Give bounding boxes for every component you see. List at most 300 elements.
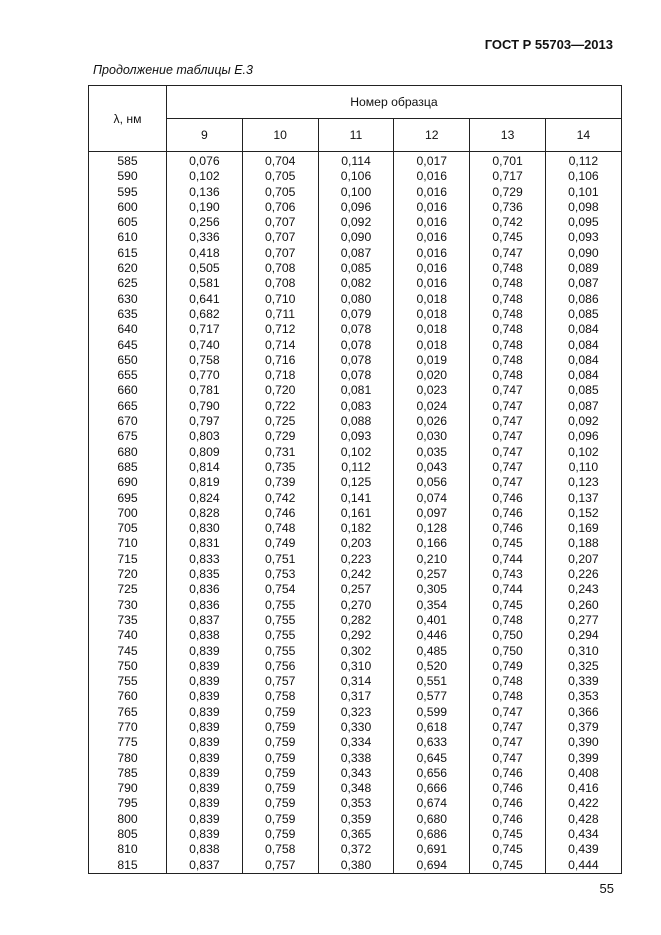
value-cell: 0,747 xyxy=(470,751,546,766)
value-cell: 0,830 xyxy=(167,521,243,536)
value-cell: 0,745 xyxy=(470,230,546,245)
value-cell: 0,839 xyxy=(167,796,243,811)
wavelength-cell: 610 xyxy=(89,230,167,245)
value-cell: 0,714 xyxy=(242,338,318,353)
value-cell: 0,016 xyxy=(394,215,470,230)
table-row xyxy=(89,567,622,582)
value-cell: 0,831 xyxy=(167,536,243,551)
value-cell: 0,748 xyxy=(470,292,546,307)
value-cell: 0,833 xyxy=(167,552,243,567)
value-cell: 0,017 xyxy=(394,152,470,170)
value-cell: 0,018 xyxy=(394,338,470,353)
value-cell: 0,748 xyxy=(470,261,546,276)
value-cell: 0,277 xyxy=(545,613,621,628)
value-cell: 0,365 xyxy=(318,827,394,842)
value-cell: 0,292 xyxy=(318,628,394,643)
value-cell: 0,745 xyxy=(470,827,546,842)
value-cell: 0,746 xyxy=(470,766,546,781)
value-cell: 0,026 xyxy=(394,414,470,429)
value-cell: 0,748 xyxy=(470,276,546,291)
value-cell: 0,747 xyxy=(470,460,546,475)
value-cell: 0,096 xyxy=(545,429,621,444)
document-code: ГОСТ Р 55703—2013 xyxy=(484,37,613,52)
table-row xyxy=(89,521,622,536)
wavelength-cell: 765 xyxy=(89,705,167,720)
value-cell: 0,087 xyxy=(545,399,621,414)
wavelength-cell: 790 xyxy=(89,781,167,796)
value-cell: 0,747 xyxy=(470,383,546,398)
wavelength-cell: 670 xyxy=(89,414,167,429)
value-cell: 0,839 xyxy=(167,812,243,827)
table-row xyxy=(89,246,622,261)
value-cell: 0,744 xyxy=(470,582,546,597)
value-cell: 0,666 xyxy=(394,781,470,796)
value-cell: 0,083 xyxy=(318,399,394,414)
value-cell: 0,747 xyxy=(470,735,546,750)
value-cell: 0,759 xyxy=(242,720,318,735)
table-row xyxy=(89,766,622,781)
table-row xyxy=(89,781,622,796)
value-cell: 0,338 xyxy=(318,751,394,766)
value-cell: 0,093 xyxy=(545,230,621,245)
value-cell: 0,819 xyxy=(167,475,243,490)
value-cell: 0,372 xyxy=(318,842,394,857)
wavelength-cell: 755 xyxy=(89,674,167,689)
value-cell: 0,577 xyxy=(394,689,470,704)
value-cell: 0,079 xyxy=(318,307,394,322)
table-row xyxy=(89,536,622,551)
value-cell: 0,755 xyxy=(242,644,318,659)
value-cell: 0,243 xyxy=(545,582,621,597)
table-row xyxy=(89,460,622,475)
wavelength-cell: 635 xyxy=(89,307,167,322)
wavelength-cell: 750 xyxy=(89,659,167,674)
value-cell: 0,188 xyxy=(545,536,621,551)
value-cell: 0,747 xyxy=(470,246,546,261)
value-cell: 0,633 xyxy=(394,735,470,750)
value-cell: 0,090 xyxy=(318,230,394,245)
value-cell: 0,074 xyxy=(394,491,470,506)
value-cell: 0,035 xyxy=(394,445,470,460)
value-cell: 0,599 xyxy=(394,705,470,720)
wavelength-cell: 775 xyxy=(89,735,167,750)
value-cell: 0,758 xyxy=(242,842,318,857)
value-cell: 0,023 xyxy=(394,383,470,398)
value-cell: 0,836 xyxy=(167,582,243,597)
value-cell: 0,086 xyxy=(545,292,621,307)
wavelength-cell: 770 xyxy=(89,720,167,735)
value-cell: 0,790 xyxy=(167,399,243,414)
value-cell: 0,749 xyxy=(470,659,546,674)
value-cell: 0,748 xyxy=(470,322,546,337)
value-cell: 0,745 xyxy=(470,598,546,613)
wavelength-cell: 735 xyxy=(89,613,167,628)
value-cell: 0,016 xyxy=(394,200,470,215)
value-cell: 0,348 xyxy=(318,781,394,796)
value-cell: 0,084 xyxy=(545,368,621,383)
table-row xyxy=(89,598,622,613)
value-cell: 0,736 xyxy=(470,200,546,215)
value-cell: 0,746 xyxy=(470,506,546,521)
value-cell: 0,282 xyxy=(318,613,394,628)
value-cell: 0,551 xyxy=(394,674,470,689)
wavelength-cell: 730 xyxy=(89,598,167,613)
value-cell: 0,809 xyxy=(167,445,243,460)
table-row xyxy=(89,292,622,307)
value-cell: 0,747 xyxy=(470,445,546,460)
value-cell: 0,223 xyxy=(318,552,394,567)
value-cell: 0,707 xyxy=(242,215,318,230)
wavelength-cell: 810 xyxy=(89,842,167,857)
value-cell: 0,207 xyxy=(545,552,621,567)
value-cell: 0,753 xyxy=(242,567,318,582)
value-cell: 0,747 xyxy=(470,720,546,735)
table-row xyxy=(89,383,622,398)
wavelength-cell: 795 xyxy=(89,796,167,811)
table-row xyxy=(89,582,622,597)
value-cell: 0,141 xyxy=(318,491,394,506)
value-cell: 0,759 xyxy=(242,766,318,781)
value-cell: 0,656 xyxy=(394,766,470,781)
value-cell: 0,837 xyxy=(167,858,243,874)
value-cell: 0,161 xyxy=(318,506,394,521)
value-cell: 0,305 xyxy=(394,582,470,597)
value-cell: 0,136 xyxy=(167,185,243,200)
value-cell: 0,169 xyxy=(545,521,621,536)
wavelength-cell: 700 xyxy=(89,506,167,521)
wavelength-cell: 675 xyxy=(89,429,167,444)
value-cell: 0,100 xyxy=(318,185,394,200)
wavelength-cell: 600 xyxy=(89,200,167,215)
value-cell: 0,746 xyxy=(470,796,546,811)
wavelength-cell: 595 xyxy=(89,185,167,200)
value-cell: 0,310 xyxy=(318,659,394,674)
value-cell: 0,746 xyxy=(242,506,318,521)
value-cell: 0,839 xyxy=(167,720,243,735)
value-cell: 0,618 xyxy=(394,720,470,735)
value-cell: 0,434 xyxy=(545,827,621,842)
sample-number-cell: 9 xyxy=(167,119,243,152)
value-cell: 0,339 xyxy=(545,674,621,689)
value-cell: 0,226 xyxy=(545,567,621,582)
value-cell: 0,097 xyxy=(394,506,470,521)
value-cell: 0,102 xyxy=(545,445,621,460)
value-cell: 0,835 xyxy=(167,567,243,582)
value-cell: 0,710 xyxy=(242,292,318,307)
value-cell: 0,092 xyxy=(318,215,394,230)
table-row xyxy=(89,475,622,490)
value-cell: 0,101 xyxy=(545,185,621,200)
table-row xyxy=(89,735,622,750)
value-cell: 0,102 xyxy=(318,445,394,460)
value-cell: 0,020 xyxy=(394,368,470,383)
table-row xyxy=(89,230,622,245)
value-cell: 0,680 xyxy=(394,812,470,827)
value-cell: 0,758 xyxy=(242,689,318,704)
sample-number-cell: 10 xyxy=(242,119,318,152)
value-cell: 0,380 xyxy=(318,858,394,874)
value-cell: 0,444 xyxy=(545,858,621,874)
table-row xyxy=(89,261,622,276)
value-cell: 0,428 xyxy=(545,812,621,827)
value-cell: 0,260 xyxy=(545,598,621,613)
wavelength-cell: 645 xyxy=(89,338,167,353)
value-cell: 0,078 xyxy=(318,353,394,368)
value-cell: 0,757 xyxy=(242,858,318,874)
wavelength-cell: 805 xyxy=(89,827,167,842)
value-cell: 0,735 xyxy=(242,460,318,475)
value-cell: 0,353 xyxy=(545,689,621,704)
value-cell: 0,707 xyxy=(242,246,318,261)
value-cell: 0,018 xyxy=(394,292,470,307)
value-cell: 0,705 xyxy=(242,169,318,184)
value-cell: 0,645 xyxy=(394,751,470,766)
value-cell: 0,089 xyxy=(545,261,621,276)
wavelength-cell: 785 xyxy=(89,766,167,781)
table-row xyxy=(89,169,622,184)
wavelength-cell: 590 xyxy=(89,169,167,184)
value-cell: 0,708 xyxy=(242,276,318,291)
value-cell: 0,043 xyxy=(394,460,470,475)
wavelength-cell: 690 xyxy=(89,475,167,490)
value-cell: 0,747 xyxy=(470,705,546,720)
table-row xyxy=(89,399,622,414)
value-cell: 0,257 xyxy=(394,567,470,582)
table-row xyxy=(89,552,622,567)
table-row xyxy=(89,276,622,291)
wavelength-cell: 685 xyxy=(89,460,167,475)
value-cell: 0,748 xyxy=(470,368,546,383)
value-cell: 0,686 xyxy=(394,827,470,842)
value-cell: 0,016 xyxy=(394,261,470,276)
table-row xyxy=(89,200,622,215)
table-row xyxy=(89,842,622,857)
table-row xyxy=(89,445,622,460)
value-cell: 0,366 xyxy=(545,705,621,720)
value-cell: 0,722 xyxy=(242,399,318,414)
value-cell: 0,705 xyxy=(242,185,318,200)
sample-number-cell: 11 xyxy=(318,119,394,152)
page-number: 55 xyxy=(599,881,614,896)
value-cell: 0,745 xyxy=(470,536,546,551)
value-cell: 0,743 xyxy=(470,567,546,582)
value-cell: 0,839 xyxy=(167,735,243,750)
table-row xyxy=(89,689,622,704)
value-cell: 0,839 xyxy=(167,644,243,659)
value-cell: 0,085 xyxy=(545,307,621,322)
value-cell: 0,110 xyxy=(545,460,621,475)
sample-number-cell: 12 xyxy=(394,119,470,152)
value-cell: 0,744 xyxy=(470,552,546,567)
wavelength-cell: 740 xyxy=(89,628,167,643)
value-cell: 0,085 xyxy=(545,383,621,398)
value-cell: 0,422 xyxy=(545,796,621,811)
value-cell: 0,838 xyxy=(167,842,243,857)
wavelength-cell: 745 xyxy=(89,644,167,659)
value-cell: 0,112 xyxy=(318,460,394,475)
sample-number-header: Номер образца xyxy=(167,86,622,119)
value-cell: 0,707 xyxy=(242,230,318,245)
value-cell: 0,770 xyxy=(167,368,243,383)
value-cell: 0,718 xyxy=(242,368,318,383)
value-cell: 0,084 xyxy=(545,353,621,368)
value-cell: 0,745 xyxy=(470,842,546,857)
table-row xyxy=(89,414,622,429)
value-cell: 0,256 xyxy=(167,215,243,230)
value-cell: 0,837 xyxy=(167,613,243,628)
value-cell: 0,747 xyxy=(470,399,546,414)
value-cell: 0,731 xyxy=(242,445,318,460)
value-cell: 0,803 xyxy=(167,429,243,444)
value-cell: 0,838 xyxy=(167,628,243,643)
value-cell: 0,756 xyxy=(242,659,318,674)
table-row xyxy=(89,491,622,506)
value-cell: 0,330 xyxy=(318,720,394,735)
value-cell: 0,712 xyxy=(242,322,318,337)
value-cell: 0,302 xyxy=(318,644,394,659)
value-cell: 0,078 xyxy=(318,338,394,353)
value-cell: 0,334 xyxy=(318,735,394,750)
wavelength-cell: 660 xyxy=(89,383,167,398)
table-row xyxy=(89,322,622,337)
table-row xyxy=(89,858,622,874)
value-cell: 0,024 xyxy=(394,399,470,414)
table-row xyxy=(89,506,622,521)
value-cell: 0,750 xyxy=(470,644,546,659)
table-row xyxy=(89,644,622,659)
table-row xyxy=(89,720,622,735)
value-cell: 0,708 xyxy=(242,261,318,276)
value-cell: 0,748 xyxy=(242,521,318,536)
value-cell: 0,828 xyxy=(167,506,243,521)
value-cell: 0,123 xyxy=(545,475,621,490)
wavelength-cell: 715 xyxy=(89,552,167,567)
value-cell: 0,754 xyxy=(242,582,318,597)
table-row xyxy=(89,628,622,643)
value-cell: 0,336 xyxy=(167,230,243,245)
wavelength-cell: 720 xyxy=(89,567,167,582)
value-cell: 0,759 xyxy=(242,735,318,750)
wavelength-cell: 780 xyxy=(89,751,167,766)
value-cell: 0,742 xyxy=(470,215,546,230)
value-cell: 0,836 xyxy=(167,598,243,613)
value-cell: 0,694 xyxy=(394,858,470,874)
table-row xyxy=(89,613,622,628)
value-cell: 0,076 xyxy=(167,152,243,170)
value-cell: 0,088 xyxy=(318,414,394,429)
value-cell: 0,740 xyxy=(167,338,243,353)
wavelength-cell: 695 xyxy=(89,491,167,506)
wavelength-cell: 705 xyxy=(89,521,167,536)
value-cell: 0,520 xyxy=(394,659,470,674)
value-cell: 0,210 xyxy=(394,552,470,567)
value-cell: 0,112 xyxy=(545,152,621,170)
table-row xyxy=(89,215,622,230)
value-cell: 0,095 xyxy=(545,215,621,230)
value-cell: 0,018 xyxy=(394,307,470,322)
value-cell: 0,505 xyxy=(167,261,243,276)
value-cell: 0,359 xyxy=(318,812,394,827)
table-caption: Продолжение таблицы Е.3 xyxy=(93,63,253,77)
value-cell: 0,323 xyxy=(318,705,394,720)
value-cell: 0,090 xyxy=(545,246,621,261)
value-cell: 0,019 xyxy=(394,353,470,368)
value-cell: 0,310 xyxy=(545,644,621,659)
value-cell: 0,106 xyxy=(545,169,621,184)
value-cell: 0,746 xyxy=(470,491,546,506)
table-row xyxy=(89,674,622,689)
table-row xyxy=(89,353,622,368)
value-cell: 0,085 xyxy=(318,261,394,276)
value-cell: 0,078 xyxy=(318,322,394,337)
value-cell: 0,747 xyxy=(470,429,546,444)
value-cell: 0,748 xyxy=(470,674,546,689)
value-cell: 0,717 xyxy=(167,322,243,337)
wavelength-cell: 630 xyxy=(89,292,167,307)
value-cell: 0,485 xyxy=(394,644,470,659)
value-cell: 0,750 xyxy=(470,628,546,643)
value-cell: 0,674 xyxy=(394,796,470,811)
value-cell: 0,084 xyxy=(545,322,621,337)
value-cell: 0,093 xyxy=(318,429,394,444)
value-cell: 0,755 xyxy=(242,613,318,628)
value-cell: 0,418 xyxy=(167,246,243,261)
wavelength-cell: 620 xyxy=(89,261,167,276)
value-cell: 0,343 xyxy=(318,766,394,781)
value-cell: 0,748 xyxy=(470,307,546,322)
value-cell: 0,078 xyxy=(318,368,394,383)
value-cell: 0,751 xyxy=(242,552,318,567)
value-cell: 0,317 xyxy=(318,689,394,704)
value-cell: 0,704 xyxy=(242,152,318,170)
value-cell: 0,747 xyxy=(470,414,546,429)
value-cell: 0,755 xyxy=(242,628,318,643)
value-cell: 0,839 xyxy=(167,705,243,720)
value-cell: 0,716 xyxy=(242,353,318,368)
value-cell: 0,242 xyxy=(318,567,394,582)
value-cell: 0,839 xyxy=(167,781,243,796)
value-cell: 0,081 xyxy=(318,383,394,398)
value-cell: 0,030 xyxy=(394,429,470,444)
value-cell: 0,729 xyxy=(242,429,318,444)
value-cell: 0,748 xyxy=(470,338,546,353)
sample-number-cell: 13 xyxy=(470,119,546,152)
value-cell: 0,839 xyxy=(167,827,243,842)
wavelength-cell: 585 xyxy=(89,152,167,170)
table-row xyxy=(89,368,622,383)
table-row xyxy=(89,827,622,842)
value-cell: 0,137 xyxy=(545,491,621,506)
value-cell: 0,691 xyxy=(394,842,470,857)
wavelength-cell: 800 xyxy=(89,812,167,827)
table-row xyxy=(89,338,622,353)
value-cell: 0,711 xyxy=(242,307,318,322)
value-cell: 0,682 xyxy=(167,307,243,322)
wavelength-cell: 655 xyxy=(89,368,167,383)
value-cell: 0,839 xyxy=(167,751,243,766)
wavelength-cell: 615 xyxy=(89,246,167,261)
table-row xyxy=(89,429,622,444)
value-cell: 0,016 xyxy=(394,276,470,291)
value-cell: 0,190 xyxy=(167,200,243,215)
value-cell: 0,839 xyxy=(167,766,243,781)
wavelength-cell: 625 xyxy=(89,276,167,291)
value-cell: 0,114 xyxy=(318,152,394,170)
value-cell: 0,745 xyxy=(470,858,546,874)
value-cell: 0,717 xyxy=(470,169,546,184)
table-row xyxy=(89,705,622,720)
table-row xyxy=(89,152,622,170)
